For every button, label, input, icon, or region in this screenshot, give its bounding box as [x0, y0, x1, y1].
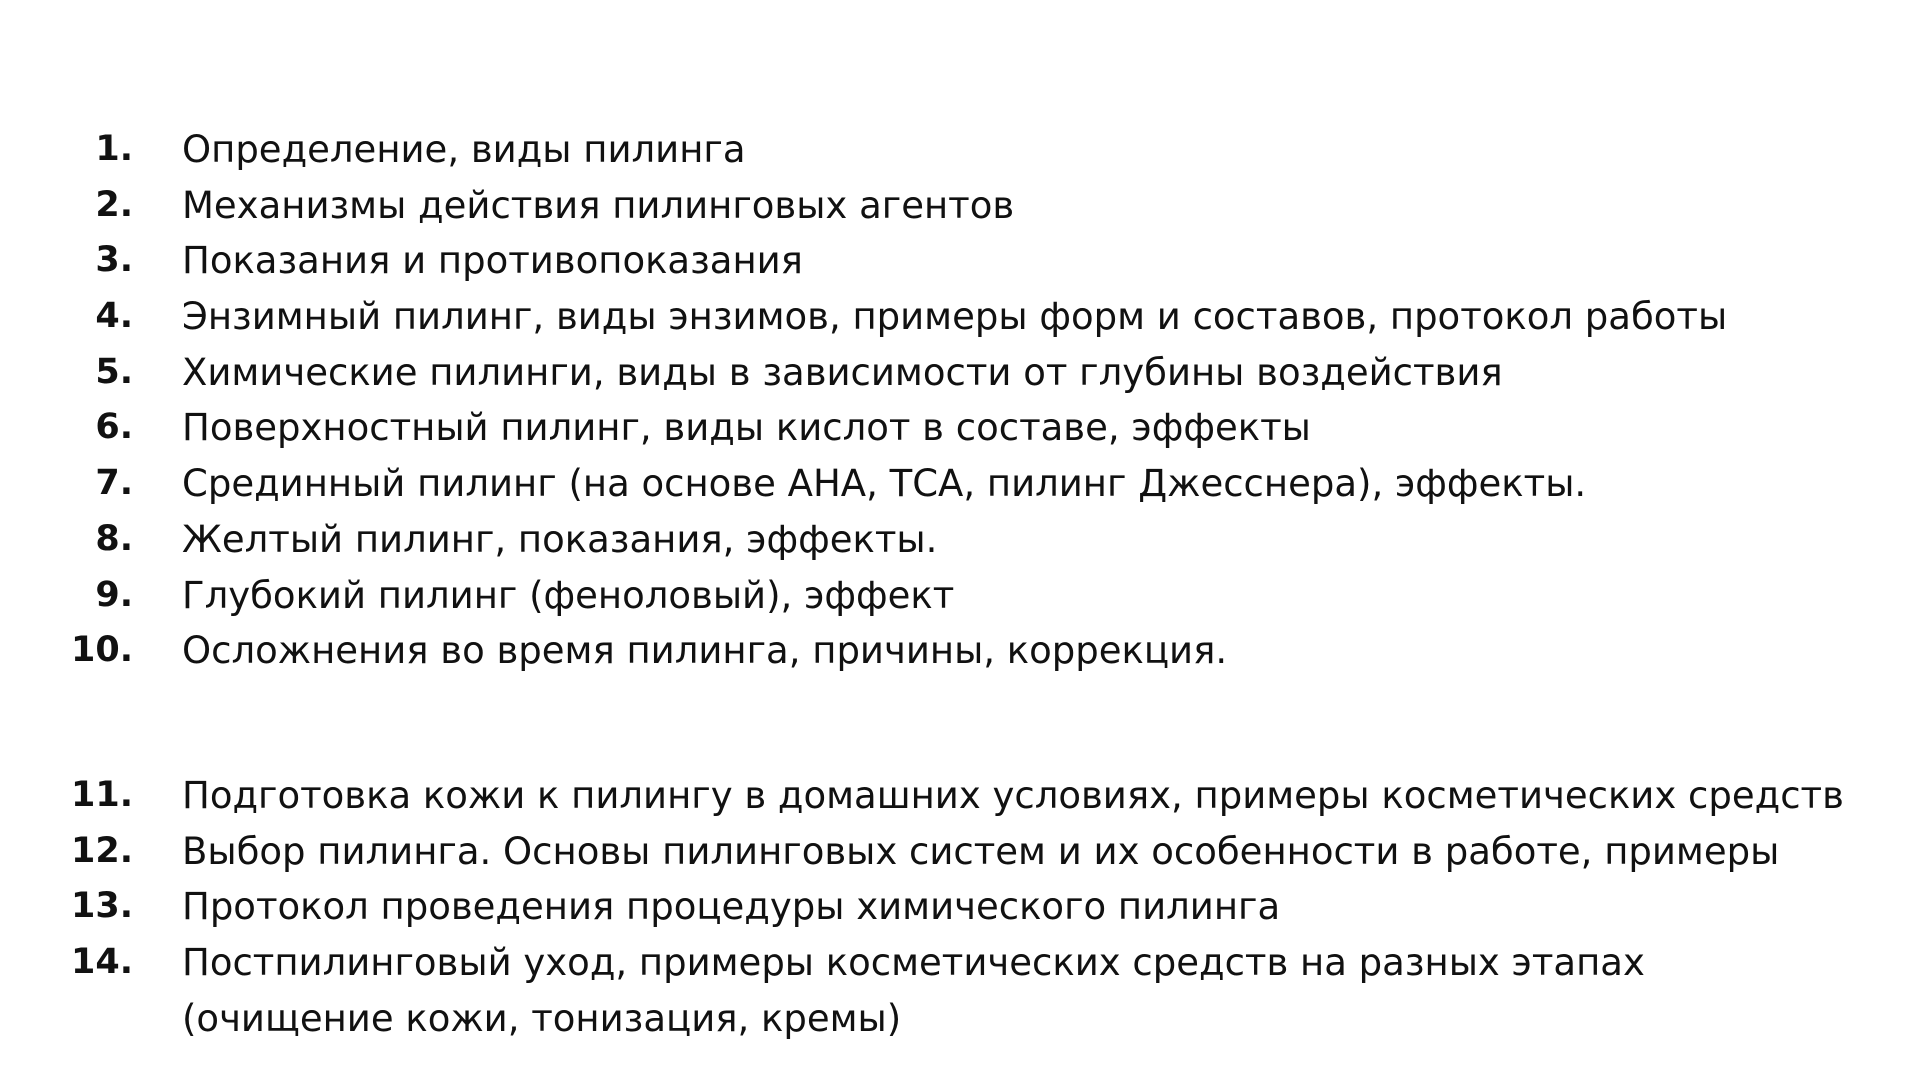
list-number: 12.: [70, 830, 133, 871]
list-text: Желтый пилинг, показания, эффекты.: [182, 517, 938, 561]
list-text: Срединный пилинг (на основе АНА, ТСА, пилинг Джесснера), эффекты.: [182, 462, 1587, 506]
list-number: 7.: [95, 463, 133, 504]
list-text: Глубокий пилинг (феноловый), эффект: [182, 573, 955, 617]
list-item-9: [0, 568, 1920, 624]
list-number: 3.: [95, 240, 133, 281]
list-item-3: [0, 233, 1920, 289]
list-text: Постпилинговый уход, примеры косметических средств на разных этапах: [182, 941, 1645, 985]
list-number: 14.: [70, 942, 133, 983]
list-text: Химические пилинги, виды в зависимости от глубины воздействия: [182, 350, 1503, 394]
list-number: 8.: [95, 518, 133, 559]
list-number: 1.: [95, 129, 133, 169]
list-group-2: [0, 768, 1920, 1040]
list-text: Определение, виды пилинга: [182, 128, 746, 171]
list-text: Энзимный пилинг, виды энзимов, примеры форм и составов, протокол работы: [182, 295, 1728, 339]
list-number: 5.: [95, 351, 133, 392]
list-number: 10.: [70, 630, 133, 671]
list-text: Осложнения во время пилинга, причины, коррекция.: [182, 629, 1228, 673]
list-number: 6.: [95, 407, 133, 448]
list-text: Показания и противопоказания: [182, 239, 803, 283]
list-text: Механизмы действия пилинговых агентов: [182, 183, 1015, 227]
list-item-14: [0, 935, 1920, 1040]
list-number: 13.: [70, 886, 133, 927]
list-number: 11.: [70, 775, 133, 815]
list-number: 2.: [95, 184, 133, 225]
list-item-2: [0, 178, 1920, 234]
list-text: Протокол проведения процедуры химического пилинга: [182, 885, 1281, 929]
list-item-11: [0, 768, 1920, 824]
list-item-4: [0, 289, 1920, 345]
list-item-1: [0, 122, 1920, 178]
list-text: Выбор пилинга. Основы пилинговых систем и их особенности в работе, примеры: [182, 829, 1780, 873]
list-number: 4.: [95, 296, 133, 337]
list-item-13: [0, 879, 1920, 935]
list-text-continuation: (очищение кожи, тонизация, кремы): [182, 996, 902, 1040]
list-item-7: [0, 456, 1920, 512]
list-item-10: [0, 623, 1920, 679]
list-item-5: [0, 345, 1920, 401]
list-item-6: [0, 400, 1920, 456]
list-item-8: [0, 512, 1920, 568]
list-number: 9.: [95, 574, 133, 615]
list-text: Подготовка кожи к пилингу в домашних условиях, примеры косметических средств: [182, 774, 1844, 817]
list-text: Поверхностный пилинг, виды кислот в составе, эффекты: [182, 406, 1311, 450]
list-group-1: [0, 122, 1920, 679]
list-item-12: [0, 824, 1920, 880]
